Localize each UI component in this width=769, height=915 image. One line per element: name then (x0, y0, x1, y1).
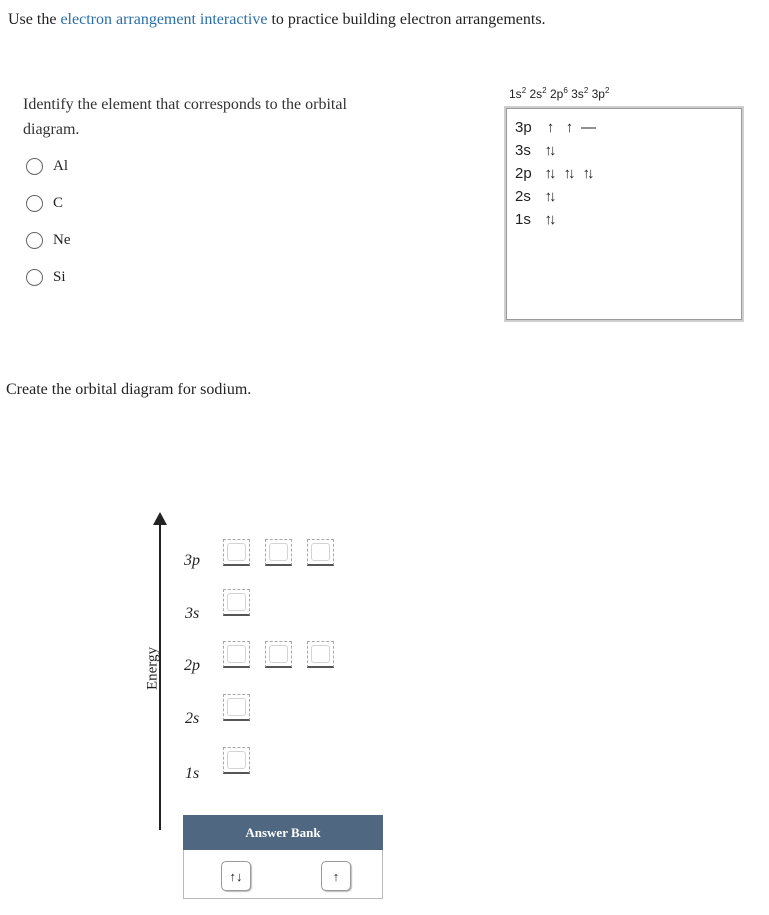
diagram-label-3p: 3p (515, 118, 532, 136)
sublevel-label-2p: 2p (184, 657, 200, 674)
config-1s-count: 2 (521, 86, 527, 95)
diagram-label-3s: 3s (515, 141, 531, 159)
diagram-row-2p (515, 161, 598, 185)
diagram-orbital: ↑ (565, 118, 571, 136)
config-2s: 2s (529, 87, 543, 101)
electron-arrangement-link[interactable]: electron arrangement interactive (60, 11, 268, 28)
diagram-orbital: ↑↓ (563, 164, 573, 182)
sublevel-label-3s: 3s (185, 605, 200, 622)
drop-slot-2p-1[interactable] (223, 641, 250, 668)
radio-al[interactable] (26, 158, 43, 175)
config-3p-count: 2 (604, 86, 610, 95)
diagram-row-3p (515, 115, 598, 139)
radio-ne[interactable] (26, 232, 43, 249)
instructions-text: Use the (8, 11, 61, 28)
answer-bank-title: Answer Bank (183, 815, 383, 850)
diagram-label-1s: 1s (515, 210, 531, 228)
config-3p: 3p (591, 87, 605, 101)
option-ne-label: Ne (53, 231, 71, 248)
instructions-text-end: to practice building electron arrangements. (267, 11, 546, 28)
sublevel-label-3p: 3p (184, 552, 200, 569)
diagram-orbital: ↑↓ (544, 187, 554, 205)
config-1s: 1s (509, 87, 522, 101)
config-2s-count: 2 (542, 86, 547, 95)
option-c[interactable] (26, 192, 63, 214)
option-si-label: Si (53, 268, 66, 285)
drop-slot-3p-1[interactable] (223, 539, 250, 566)
diagram-label-2s: 2s (515, 187, 531, 205)
drop-slot-2p-3[interactable] (307, 641, 334, 668)
electron-configuration (509, 86, 609, 101)
drop-slot-1s-1[interactable] (223, 747, 250, 774)
diagram-label-2p: 2p (515, 164, 532, 182)
diagram-row-3s (515, 138, 560, 162)
sublevel-label-2s: 2s (185, 710, 200, 727)
option-al[interactable] (26, 155, 68, 177)
energy-label: Energy (144, 646, 161, 691)
question-1-prompt: Identify the element that corresponds to the orbital diagram. (23, 96, 347, 138)
chip-single-electron[interactable]: ↑ (321, 861, 351, 891)
option-ne[interactable] (26, 229, 71, 251)
chip-paired-electrons[interactable]: ↑↓ (221, 861, 251, 891)
diagram-orbital: ↑ (546, 118, 552, 136)
drop-slot-2s-1[interactable] (223, 694, 250, 721)
drop-slot-2p-2[interactable] (265, 641, 292, 668)
config-2p: 2p (549, 87, 564, 101)
diagram-row-2s (515, 184, 560, 208)
diagram-orbital: ↑↓ (544, 141, 554, 159)
drop-slot-3p-2[interactable] (265, 539, 292, 566)
config-3s: 3s (571, 87, 584, 101)
sublevel-label-1s: 1s (185, 765, 200, 782)
instructions (8, 10, 546, 30)
option-al-label: Al (53, 157, 68, 174)
orbital-diagram-box (504, 106, 744, 322)
diagram-orbital: ↑↓ (582, 164, 592, 182)
option-si[interactable] (26, 266, 66, 288)
option-c-label: C (53, 194, 64, 211)
drop-slot-3s-1[interactable] (223, 589, 250, 616)
diagram-orbital: — (581, 118, 593, 136)
diagram-orbital: ↑↓ (544, 164, 554, 182)
config-3s-count: 2 (583, 86, 589, 95)
radio-c[interactable] (26, 195, 43, 212)
config-2p-count: 6 (563, 86, 568, 95)
diagram-orbital: ↑↓ (544, 210, 554, 228)
radio-si[interactable] (26, 269, 43, 286)
diagram-row-1s (515, 207, 560, 231)
answer-bank (183, 850, 383, 899)
question-2-prompt: Create the orbital diagram for sodium. (6, 381, 252, 398)
drop-slot-3p-3[interactable] (307, 539, 334, 566)
